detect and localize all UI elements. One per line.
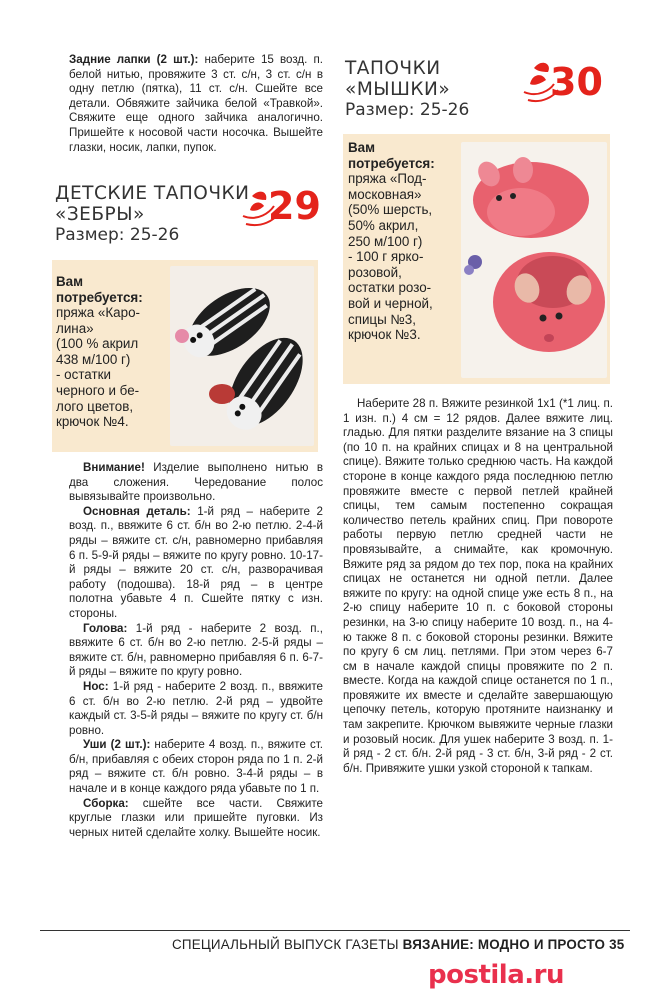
mouse-slippers-photo — [461, 142, 607, 378]
footer-publication: ВЯЗАНИЕ: МОДНО И ПРОСТО — [402, 937, 606, 952]
mouse-req-line: - 100 г ярко- — [348, 249, 424, 265]
zebra-title-block — [55, 183, 250, 245]
zebra-paragraph-main — [69, 505, 323, 622]
zebra-paragraph-head — [69, 622, 323, 680]
zebra-instructions — [69, 461, 323, 840]
footer-prefix: СПЕЦИАЛЬНЫЙ ВЫПУСК ГАЗЕТЫ — [172, 937, 403, 952]
zebra-requirements-box — [52, 260, 318, 452]
intro-text-block — [69, 53, 323, 155]
intro-paragraph — [69, 53, 323, 155]
mouse-requirements-text — [348, 140, 468, 343]
paragraph-text: 1-й ряд - наберите 2 возд. п., ввяжите 6 ст. б/н во 2-ю петлю. 2-й ряд – удвойте каждый ст. 3-5-й ряды – вяжите по кругу ст. б/н ровно. — [69, 679, 323, 737]
mouse-req-line: остатки розо- — [348, 280, 432, 296]
zebra-slippers-photo — [170, 266, 314, 446]
mouse-req-line: 250 м/100 г) — [348, 233, 423, 249]
zebra-req-line: - остатки — [56, 367, 111, 383]
zebra-req-line: черного и бе- — [56, 382, 140, 398]
paragraph-heading: Уши (2 шт.): — [83, 738, 151, 752]
watermark: postila.ru — [428, 960, 564, 990]
badge-29-ornament — [238, 180, 328, 230]
zebra-req-line: крючок №4. — [56, 414, 129, 430]
mouse-body-text: Наберите 28 п. Вяжите резинкой 1х1 (*1 лиц. п. 1 изн. п.) 4 см = 12 рядов. Далее вяжите лиц. гладью. Для пятки разделите вязание на 3 спицы (по 10 п. на крайних спицах и 8 на центральной спице). Вяжите только среднюю часть. На каждой стороне в конце каждого ряда последнюю петлю провяжите вместе с первой петлей крайней спицы, тем самым постепенно сокращая количество петель крайних спиц. При повороте работы первую петлю средней части не провязывайте, а снимайте, как кромочную. Вяжите ряд за рядом до тех пор, пока на крайних спицах не останется ни одной петли. Далее вяжите по кругу: на одной спице уже есть 8 п., на 2-ю спицу наберите 10 п. с боковой стороны резинки, на 3-ю спицу наберите 10 возд. п., на 4-ю также 8 п. с боковой стороны резинки. Вяжите по кругу 6 см лиц. петлями. При этом через 6-7 см в начале каждой спицы провяжите по 2 п. вместе. Когда на каждой спице останется по 1 п., провяжите их вместе и сделайте завершающую цепочку петель, которую протяните наизнанку и там закрепите. Крючком вывяжите черные глазки и розовый носик. Для ушек наберите 3 возд. п. 1-й ряд - 2 ст. б/н. 2-й ряд - 3 ст. б/н, 3-й ряд - 2 ст. б/н. Привяжите ушки узкой стороной к тапкам. — [343, 397, 613, 775]
badge-29: 29 — [268, 184, 321, 228]
mouse-req-line: спицы №3, — [348, 311, 416, 327]
footer-text — [172, 937, 624, 952]
zebra-req-lines — [56, 305, 178, 430]
mouse-requirements-box — [343, 134, 610, 384]
zebra-paragraph-attention — [69, 461, 323, 505]
footer-page-number: 35 — [609, 937, 625, 952]
mouse-req-line: вой и черной, — [348, 295, 433, 311]
paragraph-text: сшейте все части. Свяжите круглые глазки или пришейте пуговки. Из черных нитей сделайте холку. Вышейте носик. — [69, 796, 323, 839]
paragraph-heading: Основная деталь: — [83, 504, 191, 518]
paragraph-text: 1-й ряд – наберите 2 возд. п., ввяжите 6 ст. б/н во 2-ю петлю. 2-4-й ряды – вяжите ст. с/н, равномерно прибавляя 6 п. 5-9-й ряды – вяжите по кругу ровно. 10-17-й ряды – вяжите 20 ст. с/н, разворачивая работу (подошва). 18-й ряд – в центре полотна убавьте 4 п. Сшейте пятку с изн. стороны. — [69, 504, 323, 620]
paragraph-text: наберите 4 возд. п., вяжите ст. б/н, прибавляя с обеих сторон ряда по 1 п. 2-й ряд – вяжите ст. б/н ровно. 3-4-й ряды – в начале и в конце каждого ряда убавьте по 1 п. — [69, 738, 324, 796]
zebra-title-line2: «ЗЕБРЫ» — [55, 204, 145, 225]
zebra-size: Размер: 25-26 — [55, 225, 180, 245]
badge-30-ornament — [520, 54, 615, 109]
zebra-req-line: (100 % акрил — [56, 336, 139, 352]
zebra-req-line: лого цветов, — [56, 398, 134, 414]
mouse-req-line: 50% акрил, — [348, 217, 419, 233]
mouse-req-line: розовой, — [348, 264, 402, 280]
mouse-req-line: крючок №3. — [348, 327, 421, 343]
paragraph-text: Изделие выполнено нитью в два сложения. Чередование полос вывязывайте произвольно. — [69, 461, 323, 504]
zebra-req-line: лина» — [56, 320, 94, 336]
mouse-title-block — [345, 58, 469, 120]
mouse-title-line1: ТАПОЧКИ — [345, 58, 441, 79]
zebra-paragraph-ears — [69, 738, 323, 796]
badge-30: 30 — [550, 60, 603, 104]
mouse-title-line2: «МЫШКИ» — [345, 79, 451, 100]
zebra-req-line: 438 м/100 г) — [56, 351, 131, 367]
zebra-req-heading: Вам потребуется: — [56, 274, 143, 305]
zebra-paragraph-assembly — [69, 797, 323, 841]
mouse-size: Размер: 25-26 — [345, 100, 470, 120]
zebra-requirements-text — [56, 274, 156, 305]
paragraph-heading: Сборка: — [83, 796, 129, 810]
zebra-req-line: пряжа «Каро- — [56, 305, 140, 320]
footer-rule — [40, 930, 630, 931]
mouse-req-heading: Вам потребуется: — [348, 140, 435, 171]
mouse-req-line: пряжа «Под- — [348, 171, 427, 187]
mouse-instructions — [343, 397, 613, 776]
paragraph-heading: Нос: — [83, 679, 109, 693]
mouse-req-line: (50% шерсть, — [348, 202, 433, 218]
intro-heading: Задние лапки (2 шт.): — [69, 53, 199, 66]
intro-text: наберите 15 возд. п. белой нитью, провяжите 3 ст. с/н, 3 ст. с/н в одну петлю (пятка), 11 ст. с/н. Сшейте все детали. Обвяжите зайчика белой «Травкой». Свяжите еще одного зайчика аналогично. Пришейте к носовой части носочка. Вышейте глазки, носик, лапки, пупок. — [69, 53, 323, 154]
heart-ornament-icon — [209, 384, 235, 404]
mouse-req-line: московная» — [348, 186, 422, 202]
paragraph-text: 1-й ряд - наберите 2 возд. п., ввяжите 6 ст. б/н во 2-ю петлю. 2-5-й ряды – вяжите ст. б/н, равномерно прибавляя 6 п. 6-7-й ряды – вяжите по кругу ровно. — [69, 621, 323, 679]
paragraph-heading: Внимание! — [83, 461, 145, 474]
zebra-title-line1: ДЕТСКИЕ ТАПОЧКИ — [55, 183, 250, 204]
paragraph-heading: Голова: — [83, 621, 128, 635]
zebra-paragraph-nose — [69, 680, 323, 738]
